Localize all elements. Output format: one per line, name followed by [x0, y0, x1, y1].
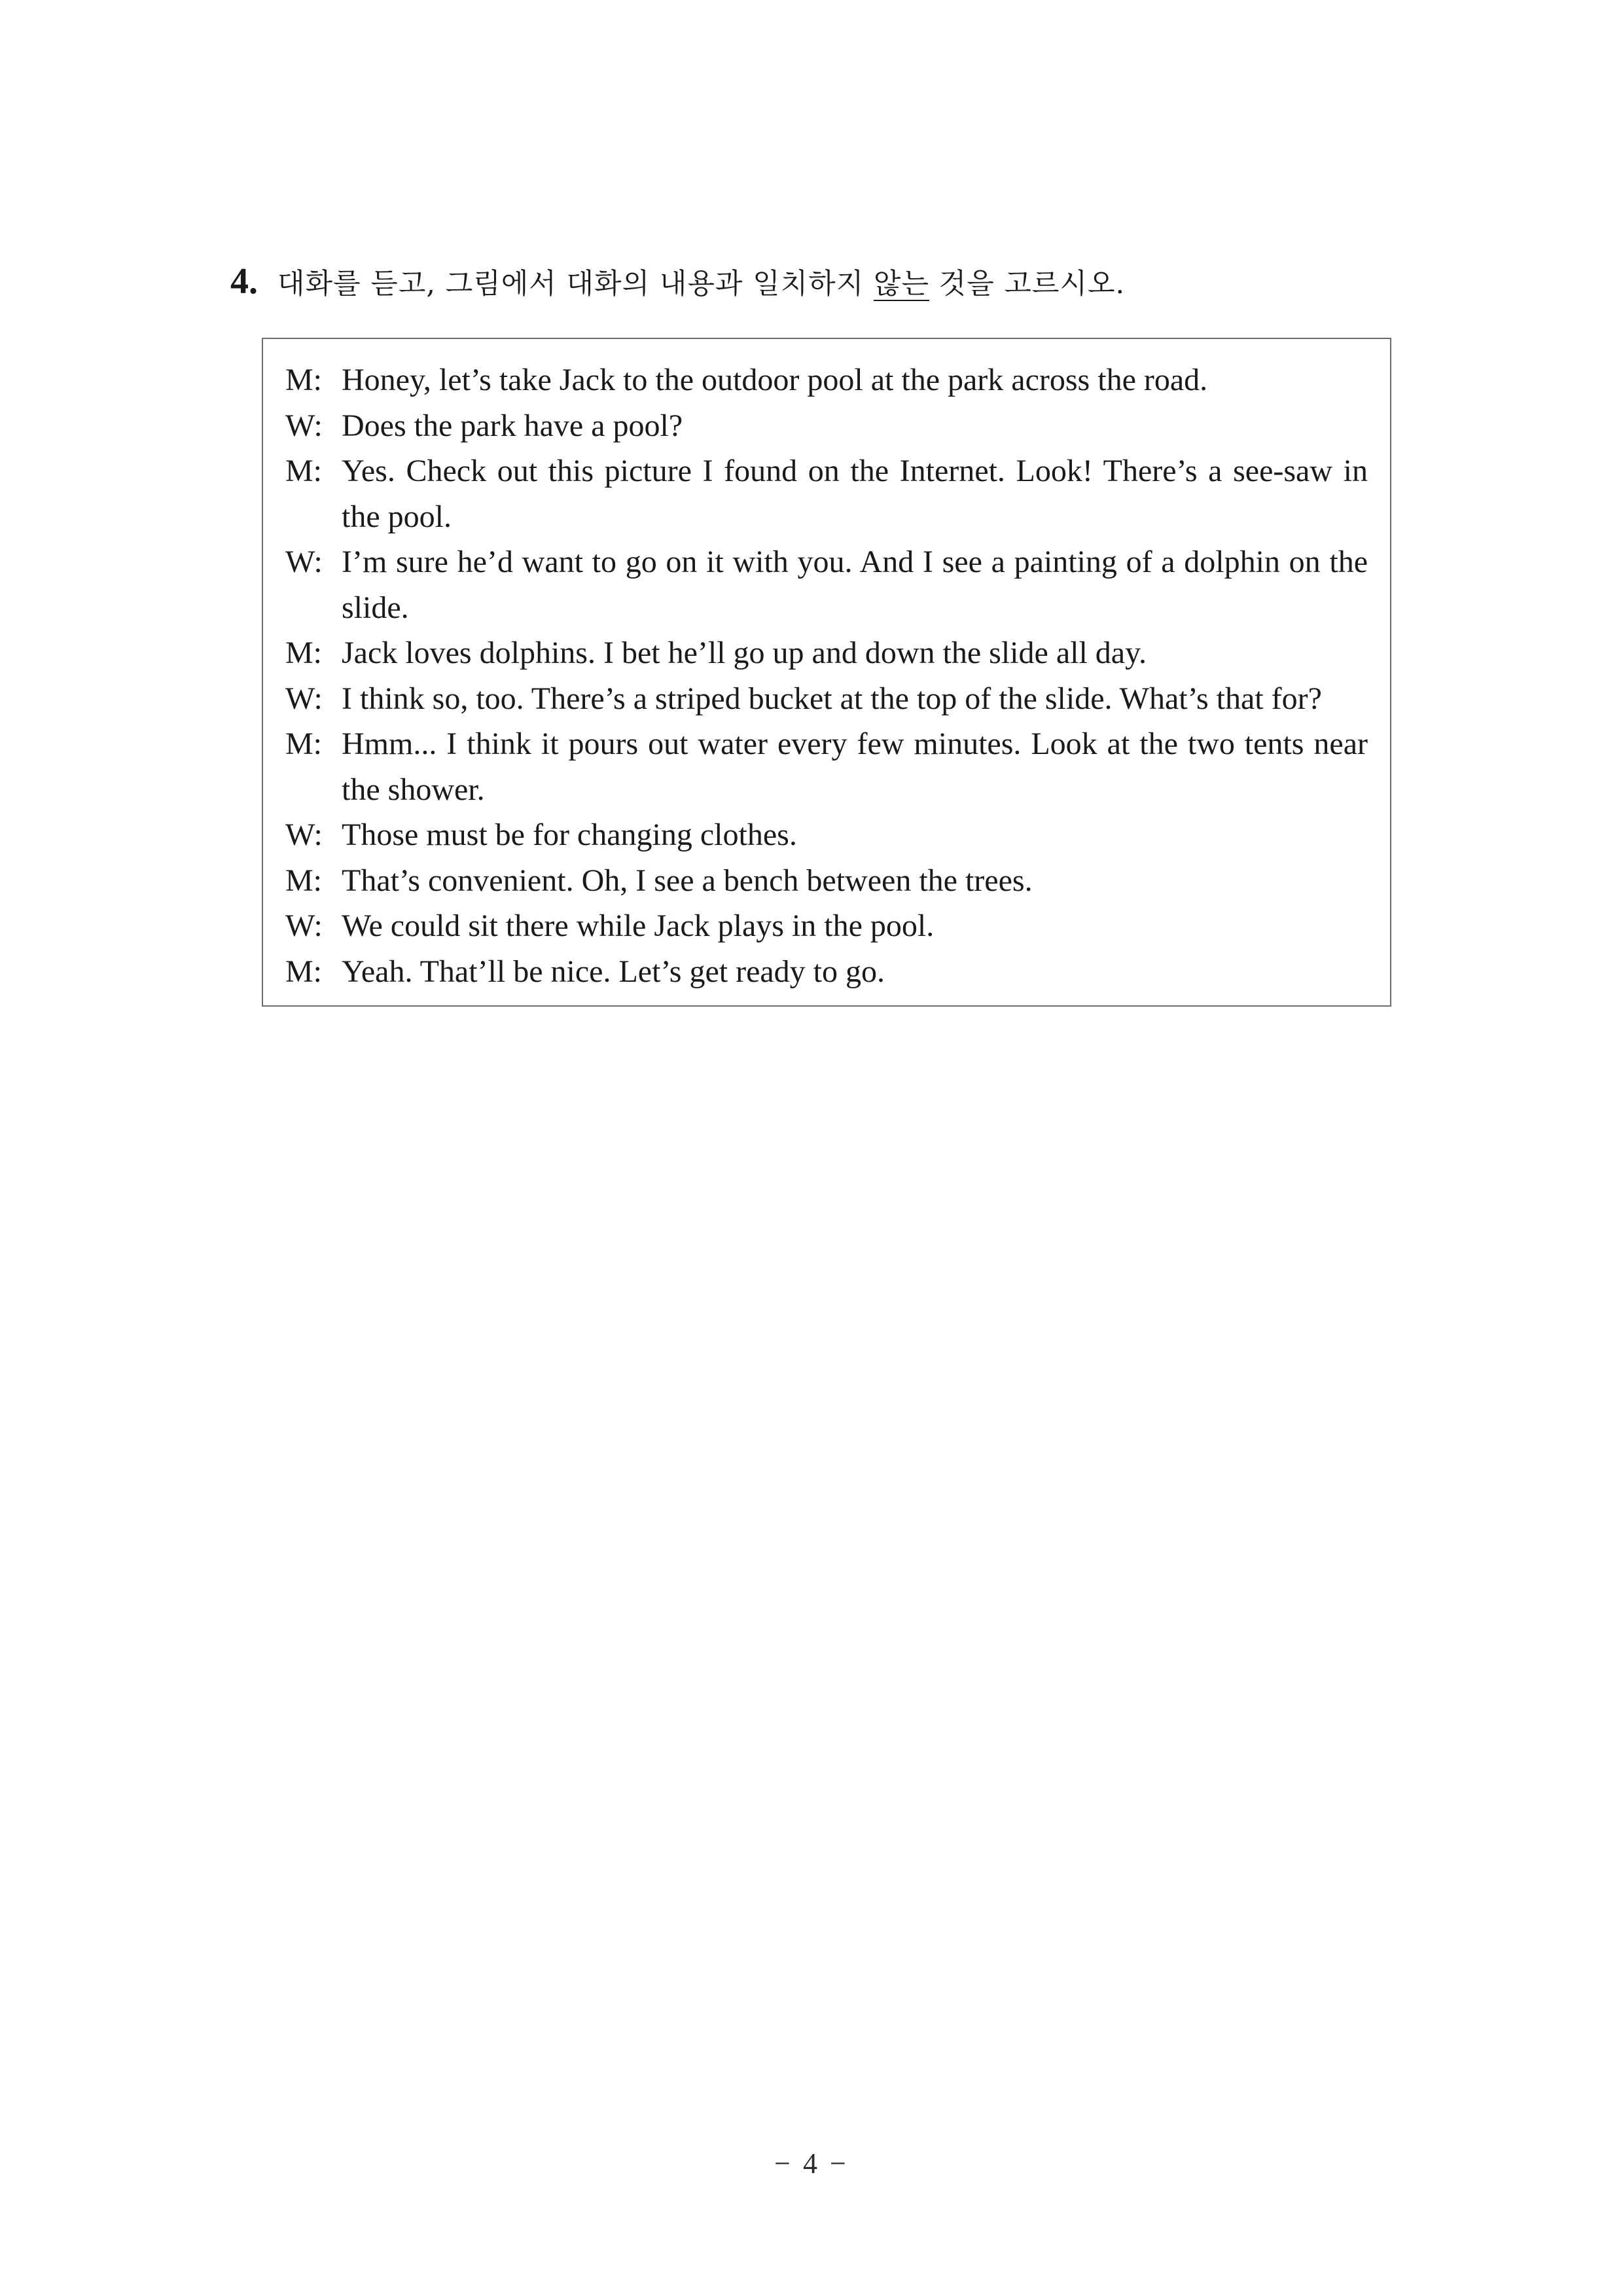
speaker-label: W:	[285, 817, 323, 852]
question-text-before: 대화를 듣고, 그림에서 대화의 내용과 일치하지	[277, 268, 874, 300]
dialogue-line	[285, 721, 1368, 812]
dialogue-line	[285, 949, 1368, 995]
speaker-label: W:	[285, 545, 323, 579]
dialogue-script-box	[262, 338, 1391, 1007]
dialogue-line	[285, 676, 1368, 722]
dialogue-line	[285, 903, 1368, 949]
speaker-label: M:	[285, 863, 323, 898]
utterance-text: Those must be for changing clothes.	[342, 817, 797, 852]
dialogue-line	[285, 403, 1368, 449]
dialogue-line	[285, 357, 1368, 403]
speaker-label: W:	[285, 681, 323, 716]
speaker-label: W:	[285, 408, 323, 443]
utterance-text: That’s convenient. Oh, I see a bench between the trees.	[342, 863, 1033, 898]
speaker-label: M:	[285, 726, 323, 761]
dialogue-line	[285, 448, 1368, 539]
utterance-text: I think so, too. There’s a striped bucket at the top of the slide. What’s that for?	[342, 681, 1322, 716]
question-text-underlined: 않는	[873, 268, 929, 300]
dialogue-line	[285, 858, 1368, 904]
utterance-text: Honey, let’s take Jack to the outdoor pool at the park across the road.	[342, 363, 1208, 397]
dialogue-line	[285, 630, 1368, 676]
speaker-label: M:	[285, 954, 323, 989]
dialogue-line	[285, 812, 1368, 858]
question-text-after: 것을 고르시오.	[929, 268, 1126, 300]
page-number: − 4 −	[774, 2147, 849, 2179]
speaker-label: M:	[285, 454, 323, 488]
question-heading	[230, 260, 1125, 302]
speaker-label: M:	[285, 636, 323, 670]
utterance-text: Hmm... I think it pours out water every few minutes. Look at the two tents near the shower.	[342, 726, 1368, 807]
speaker-label: M:	[285, 363, 323, 397]
utterance-text: Jack loves dolphins. I bet he’ll go up and down the slide all day.	[342, 636, 1147, 670]
utterance-text: Yeah. That’ll be nice. Let’s get ready to go.	[342, 954, 885, 989]
utterance-text: Does the park have a pool?	[342, 408, 683, 443]
speaker-label: W:	[285, 908, 323, 943]
dialogue-line	[285, 539, 1368, 630]
utterance-text: We could sit there while Jack plays in the pool.	[342, 908, 935, 943]
question-prompt	[277, 262, 1125, 302]
utterance-text: I’m sure he’d want to go on it with you. And I see a painting of a dolphin on the slide.	[342, 545, 1368, 625]
utterance-text: Yes. Check out this picture I found on the Internet. Look! There’s a see-saw in the pool.	[342, 454, 1368, 534]
question-number: 4.	[230, 261, 258, 302]
